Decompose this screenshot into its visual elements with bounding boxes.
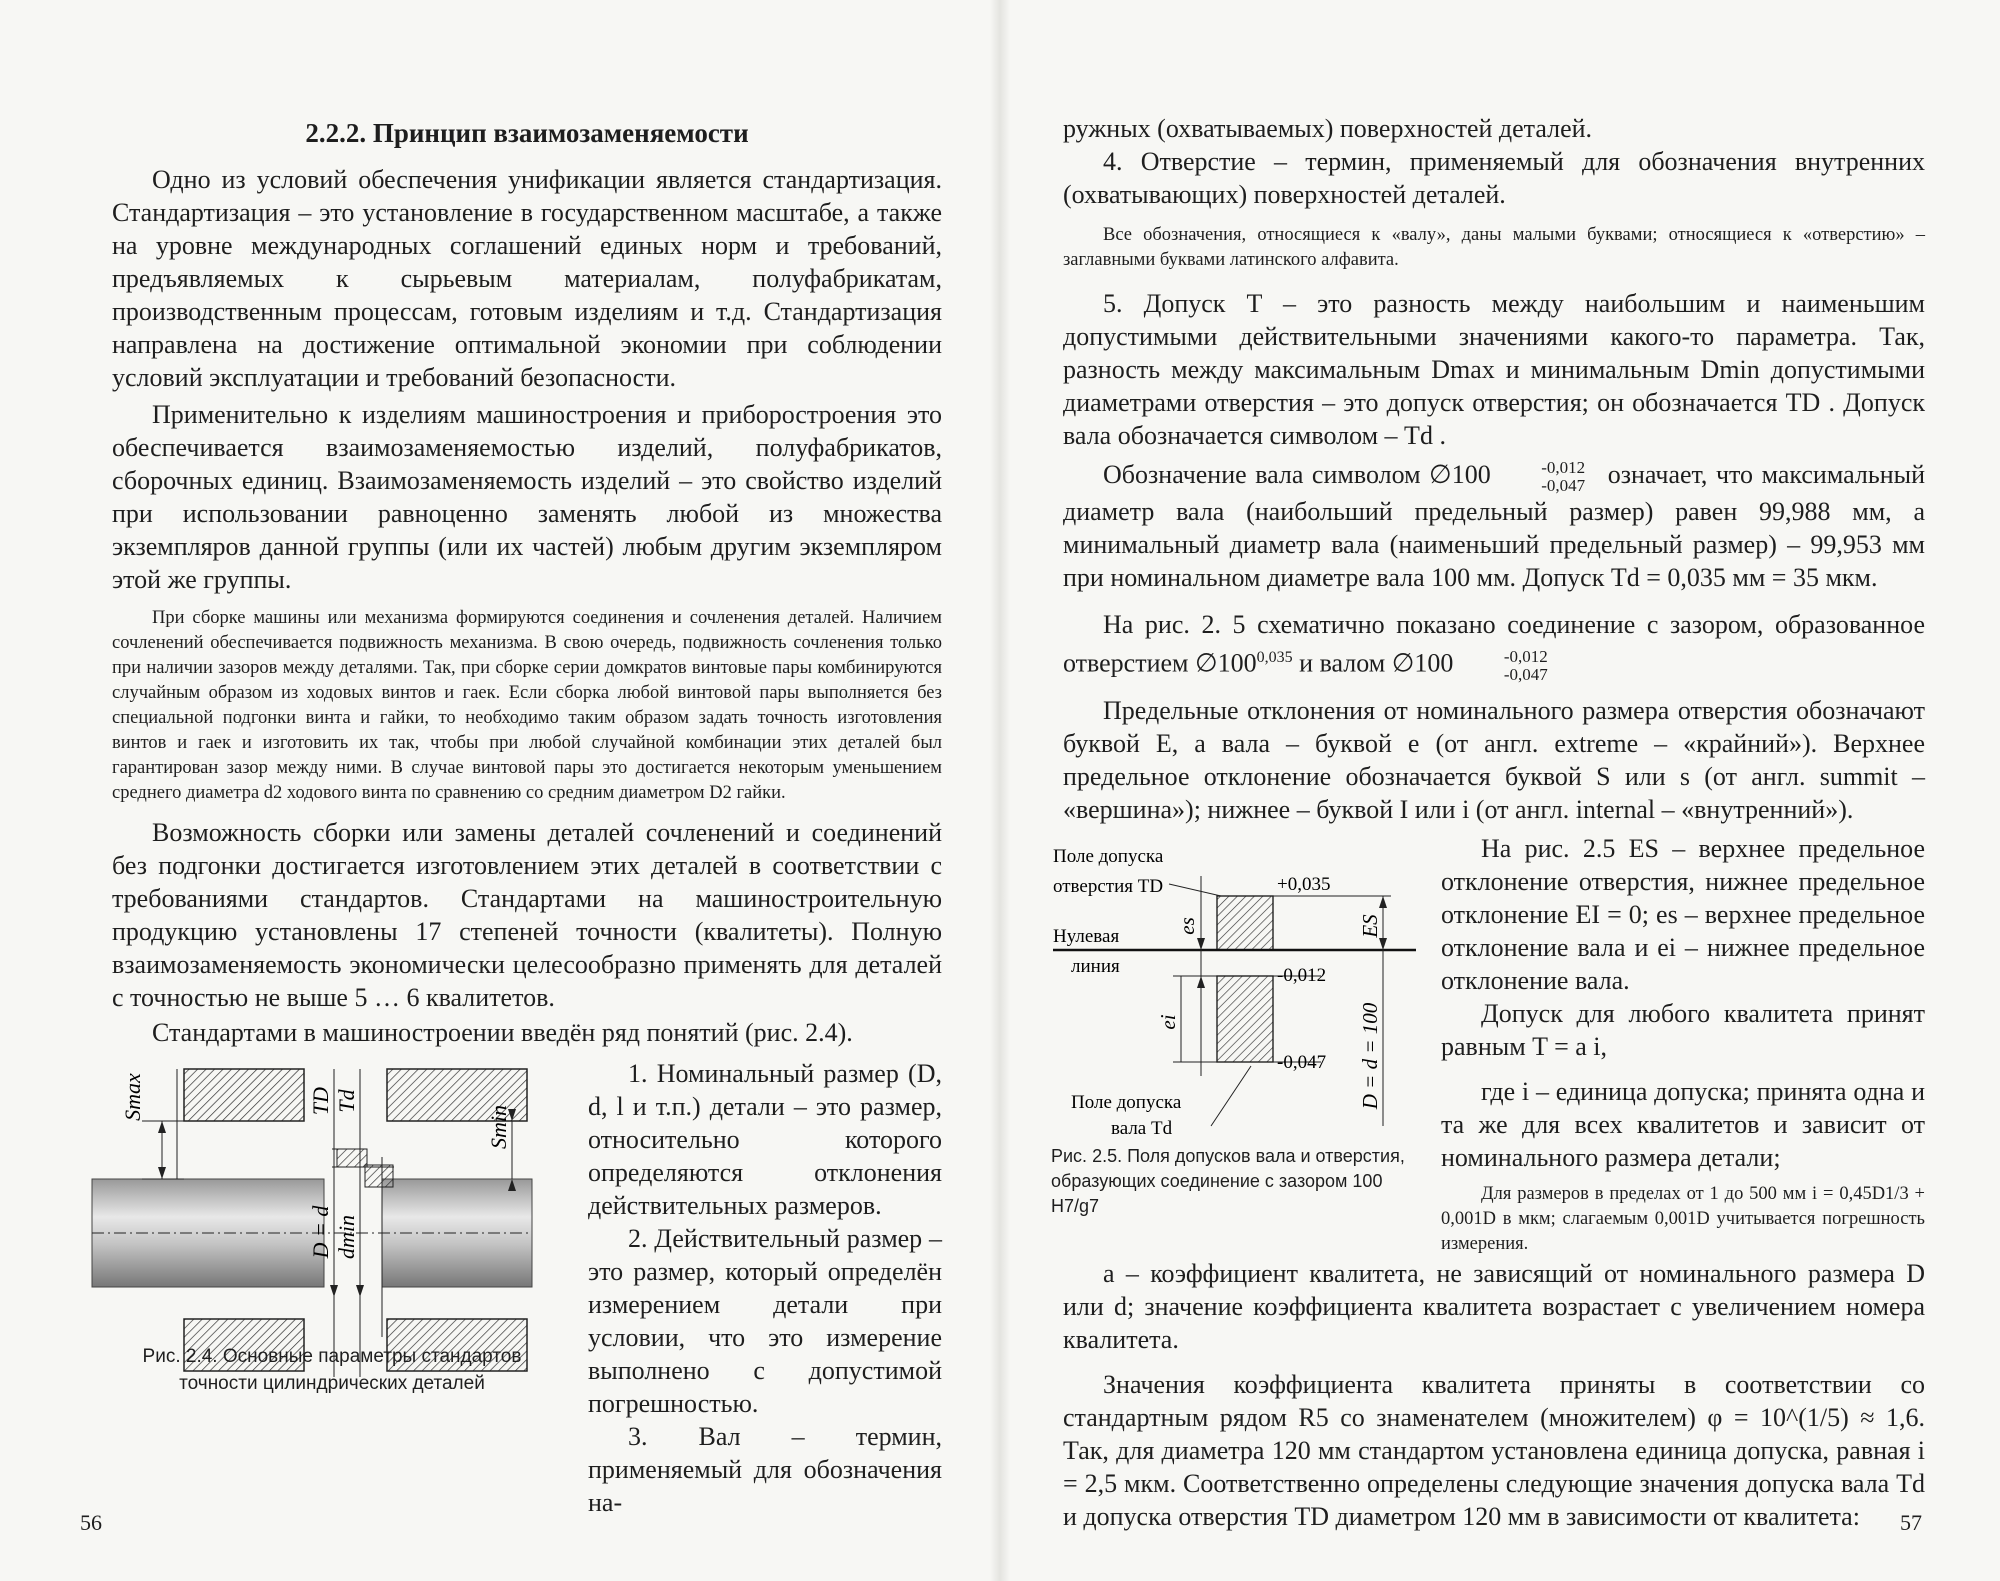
paragraph-fit: На рис. 2. 5 схематично показано соединение с зазором, образованное отверстием ∅100$^{0,035}$ и валом ∅100 -0,012 -0,047 xyxy=(1063,610,1925,684)
page-number-left: 56 xyxy=(80,1510,102,1535)
label-dmin: dmin xyxy=(334,1215,359,1259)
paragraph-concepts-intro: Стандартами в машиностроении введён ряд понятий (рис. 2.4). xyxy=(152,1018,853,1047)
paragraph-interchangeability: Применительно к изделиям машиностроения и приборостроения это обеспечивается взаимозаменяемостью изделий, полуфабрикатов, сборочных единиц. Взаимозаменяемость изделий – это свойство изделий при использовании равноценно заменять любой из множества экземпляров данной группы (или их частей) любым другим экземпляром этой же группы. xyxy=(112,400,942,594)
label-d-eq-d: D = d xyxy=(308,1205,333,1259)
figure-2-5 xyxy=(1051,836,1416,1136)
figure-2-4-caption-line2: точности цилиндрических деталей xyxy=(179,1373,485,1394)
label-hole-zone-2: отверстия TD xyxy=(1053,875,1164,897)
definition-nominal-size: 1. Номинальный размер (D, d, l и т.п.) детали – это размер, относительно которого определяются отклонения действительных размеров. xyxy=(588,1059,942,1220)
label-ES: ES xyxy=(1358,914,1382,938)
label-D-eq-d-100: D = d = 100 xyxy=(1358,1002,1382,1109)
label-plus-deviation: +0,035 xyxy=(1277,873,1331,895)
left-page xyxy=(112,100,942,1517)
paragraph-shaft-symbol: Обозначение вала символом ∅100 -0,012 -0,047 означает, что максимальный диаметр вала (наибольший предельный размер) равен 99,988 мм, а минимальный диаметр вала (наименьший предельный размер) – 99,953 мм при номинальном диаметре вала 100 мм. Допуск Td = 0,035 мм = 35 мкм. xyxy=(1063,458,1926,593)
label-es: es xyxy=(1175,916,1199,935)
paragraph-r5-series: Значения коэффициента квалитета приняты в соответствии со стандартным рядом R5 со знаменателем (множителем) φ = 10^(1/5) ≈ 1,6. Так, для диаметра 120 мм стандартом установлена единица допуска, равная i = 2,5 мкм. Соответственно определены следующие значения допуска вала Td и допуска отверстия TD диаметром 120 мм в зависимости от квалитета: xyxy=(1063,1369,1925,1531)
shaft-deviations: -0,012 -0,047 xyxy=(1541,458,1586,496)
label-smax: Smax xyxy=(120,1073,145,1121)
paragraph-tolerance-unit: где i – единица допуска; принята одна и та же для всех квалитетов и зависит от номинального размера детали; xyxy=(1441,1076,1925,1172)
label-minus-dev-1: -0,012 xyxy=(1277,964,1327,986)
paragraph-continuation: ружных (охватываемых) поверхностей деталей. xyxy=(1063,114,1593,143)
definitions-column xyxy=(588,1057,942,1519)
definition-hole: 4. Отверстие – термин, применяемый для обозначения внутренних (охватывающих) поверхностей деталей. xyxy=(1063,147,1925,209)
figure-2-4-block xyxy=(112,1049,942,1517)
label-shaft-zone-1: Поле допуска xyxy=(1071,1091,1182,1113)
figure-2-4-caption-line1: Рис. 2.4. Основные параметры стандартов xyxy=(142,1346,522,1367)
note-unit-formula: Для размеров в пределах от 1 до 500 мм i = 0,45D1/3 + 0,001D в мкм; слагаемым 0,001D учитывается погрешность измерения. xyxy=(1441,1183,1925,1254)
hole-tolerance-zone xyxy=(337,1149,367,1167)
right-page xyxy=(1051,112,1926,1533)
label-zero-line-1: Нулевая xyxy=(1053,925,1120,947)
label-ei: ei xyxy=(1156,1014,1180,1030)
shaft-tolerance-zone xyxy=(365,1165,393,1187)
definition-shaft: 3. Вал – термин, применяемый для обозначения на- xyxy=(588,1422,942,1517)
book-gutter xyxy=(990,0,1010,1581)
hole-tolerance-zone-rect xyxy=(1217,896,1273,950)
paragraph-fig25-explanation: На рис. 2.5 ES – верхнее предельное отклонение отверстия, нижнее предельное отклонение EI = 0; es – верхнее предельное отклонение вала и ei – нижнее предельное отклонение вала. xyxy=(1441,833,1925,995)
figure-2-4-caption xyxy=(82,1343,582,1397)
page-number-right: 57 xyxy=(1900,1510,1922,1535)
fit-shaft-deviations: -0,012 -0,047 xyxy=(1503,646,1548,684)
label-hole-zone-1: Поле допуска xyxy=(1053,845,1164,867)
shaft-tolerance-zone-rect xyxy=(1217,976,1273,1062)
label-smin: Smin xyxy=(486,1105,511,1149)
paragraph-grade-coefficient: a – коэффициент квалитета, не зависящий от номинального размера D или d; значение коэффициента квалитета возрастает с увеличением номера квалитета. xyxy=(1063,1258,1925,1354)
note-notation: Все обозначения, относящиеся к «валу», даны малыми буквами; относящиеся к «отверстию» – заглавными буквами латинского алфавита. xyxy=(1063,225,1925,270)
paragraph-tolerance-formula: Допуск для любого квалитета принят равным T = a i, xyxy=(1441,998,1925,1061)
figure-2-4 xyxy=(82,1057,547,1387)
figure-2-5-block xyxy=(1051,832,1925,1257)
label-shaft-zone-2: вала Td xyxy=(1111,1117,1173,1136)
definition-tolerance: 5. Допуск T – это разность между наибольшим и наименьшим допустимыми действительными значениями какого-то параметра. Так, разность между максимальным Dmax и минимальным Dmin допустимыми диаметрами отверстия – это допуск отверстия; он обозначается TD . Допуск вала обозначается символом – Td . xyxy=(1063,289,1925,450)
section-heading: 2.2.2. Принцип взаимозаменяемости xyxy=(305,118,749,148)
definition-actual-size: 2. Действительный размер – это размер, который определён измерением детали при условии, что это измерение выполнено с допустимой погрешностью. xyxy=(588,1224,942,1418)
label-td-upper: TD xyxy=(308,1086,333,1116)
label-zero-line-2: линия xyxy=(1071,955,1120,977)
figure-2-5-text-column xyxy=(1441,832,1925,1257)
label-td-lower: Td xyxy=(334,1089,359,1113)
paragraph-assembly-note: При сборке машины или механизма формируются соединения и сочленения деталей. Наличием сочленений обеспечивается подвижность механизма. В свою очередь, подвижность сочленения только при наличии зазоров между деталями. Так, при сборке серии домкратов винтовые пары комбинируются случайным образом из ходовых винтов и гаек. Если сборка любой винтовой пары выполняется без специальной подгонки винта и гайки, то необходимо таким образом задать точность изготовления винтов и гаек и изготовить их так, чтобы при любой случайной комбинации этих деталей был гарантирован зазор между ними. В случае винтовой пары это достигается некоторым уменьшением среднего диаметра d2 ходового винта по сравнению со средним диаметром D2 гайки. xyxy=(112,608,942,803)
figure-2-5-caption: Рис. 2.5. Поля допусков вала и отверстия, образующих соединение с зазором 100 H7/g7 xyxy=(1051,1145,1405,1216)
paragraph-standards: Возможность сборки или замены деталей сочленений и соединений без подгонки достигается изготовлением этих деталей в соответствии с требованиями стандартов. Стандартами на машиностроительную продукцию установлены 17 степеней точности (квалитеты). Полную взаимозаменяемость экономически целесообразно применять для деталей с точностью не выше 5 … 6 квалитетов. xyxy=(112,818,942,1012)
upper-left-bush xyxy=(184,1069,304,1121)
paragraph-limit-deviations: Предельные отклонения от номинального размера отверстия обозначают буквой E, а вала – буквой e (от англ. extreme – «крайний»). Верхнее предельное отклонение обозначается буквой S или s (от англ. summit – «вершина»); нижнее – буквой I или i (от англ. internal – «внутренний»). xyxy=(1063,695,1925,824)
label-minus-dev-2: -0,047 xyxy=(1277,1051,1327,1073)
paragraph-standardization: Одно из условий обеспечения унификации является стандартизация. Стандартизация – это установление в государственном масштабе, а также на уровне международных соглашений единых норм и требований, предъявляемых к сырьевым материалам, полуфабрикатам, производственным процессам, готовым изделиям и т.д. Стандартизация направлена на достижение оптимальной экономии при соблюдении условий эксплуатации и требований безопасности. xyxy=(112,165,942,392)
